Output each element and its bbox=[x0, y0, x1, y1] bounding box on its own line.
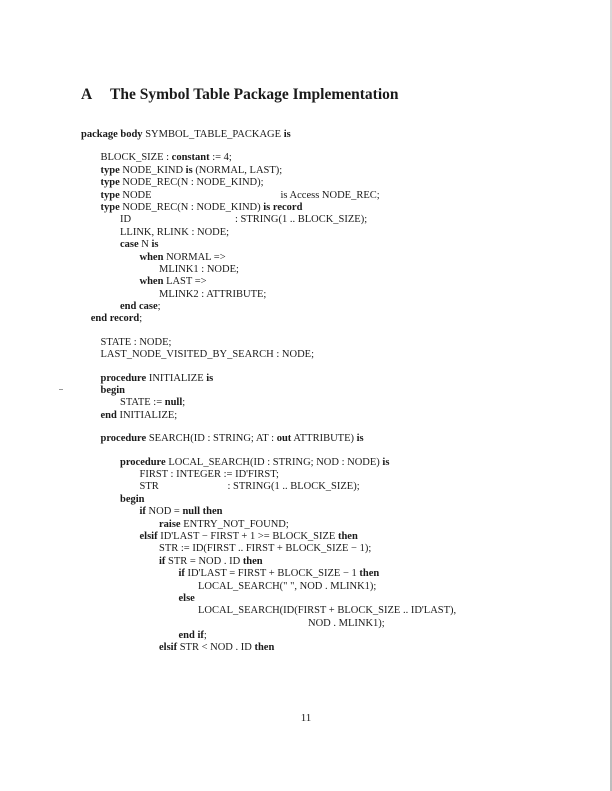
code-keyword: end if bbox=[178, 630, 204, 642]
code-text: (NORMAL, LAST); bbox=[192, 164, 283, 176]
code-text: LOCAL_SEARCH(" ", NOD . MLINK1); bbox=[198, 580, 377, 592]
code-text: LAST => bbox=[163, 276, 207, 288]
code-keyword: if bbox=[159, 555, 166, 567]
code-line bbox=[81, 593, 456, 605]
code-line bbox=[81, 397, 456, 409]
code-text: ; bbox=[139, 313, 143, 325]
code-text: ; bbox=[203, 630, 207, 642]
code-line bbox=[81, 202, 456, 214]
code-keyword: elsif bbox=[139, 530, 158, 542]
code-line bbox=[81, 177, 456, 189]
code-keyword: type bbox=[100, 164, 120, 176]
code-keyword: procedure bbox=[100, 433, 147, 445]
code-blank-line bbox=[81, 362, 456, 373]
code-text: SEARCH(ID : STRING; AT : bbox=[146, 433, 277, 445]
code-text: LAST_NODE_VISITED_BY_SEARCH : NODE; bbox=[100, 349, 314, 361]
section-letter: A bbox=[81, 86, 93, 103]
code-line bbox=[81, 457, 456, 469]
code-line bbox=[81, 410, 456, 422]
code-keyword: then bbox=[337, 530, 358, 542]
code-keyword: if bbox=[139, 506, 146, 518]
code-text: NODE_KIND bbox=[119, 164, 186, 176]
code-keyword: begin bbox=[120, 493, 145, 505]
code-text: NODE_REC(N : NODE_KIND); bbox=[119, 177, 264, 189]
code-line bbox=[81, 630, 456, 642]
code-text: LLINK, RLINK : NODE; bbox=[120, 226, 230, 238]
code-keyword: else bbox=[178, 592, 195, 604]
code-text: STR bbox=[139, 481, 159, 493]
code-line bbox=[81, 165, 456, 177]
code-line bbox=[81, 618, 456, 630]
code-keyword: is bbox=[283, 129, 291, 140]
code-line bbox=[81, 190, 456, 202]
code-text: ID'LAST − FIRST + 1 >= BLOCK_SIZE bbox=[157, 530, 338, 542]
code-text: FIRST : INTEGER := ID'FIRST; bbox=[139, 468, 279, 480]
code-line bbox=[81, 313, 456, 325]
code-line bbox=[81, 129, 456, 141]
code-text: INITIALIZE; bbox=[116, 409, 178, 421]
code-text: STR = NOD . ID bbox=[165, 555, 243, 567]
code-blank-line bbox=[81, 326, 456, 337]
code-line bbox=[81, 531, 456, 543]
code-line bbox=[81, 568, 456, 580]
code-keyword: out bbox=[276, 433, 292, 445]
code-text: INITIALIZE bbox=[146, 372, 207, 384]
code-line bbox=[81, 349, 456, 361]
code-line bbox=[81, 337, 456, 349]
code-line bbox=[81, 506, 456, 518]
code-text: LOCAL_SEARCH(ID : STRING; NOD : NODE) bbox=[165, 456, 383, 468]
code-keyword: when bbox=[139, 251, 164, 263]
scan-artifact-mark bbox=[59, 389, 63, 390]
code-line bbox=[81, 252, 456, 264]
code-keyword: null bbox=[164, 397, 183, 409]
code-text: BLOCK_SIZE : bbox=[100, 152, 172, 164]
code-line bbox=[81, 519, 456, 531]
section-heading bbox=[81, 86, 399, 104]
code-keyword: end record bbox=[90, 313, 140, 325]
code-text: MLINK2 : ATTRIBUTE; bbox=[159, 288, 267, 300]
code-text: NOD . MLINK1); bbox=[308, 617, 385, 629]
code-keyword: begin bbox=[100, 385, 126, 397]
code-keyword: then bbox=[242, 555, 263, 567]
code-keyword: end bbox=[100, 409, 117, 421]
code-text: STATE : NODE; bbox=[100, 336, 172, 348]
code-keyword: raise bbox=[159, 518, 181, 530]
code-line bbox=[81, 385, 456, 397]
code-text: N bbox=[138, 239, 152, 251]
code-keyword: end case bbox=[120, 301, 158, 313]
code-line bbox=[81, 276, 456, 288]
code-line bbox=[81, 543, 456, 555]
code-text: ID'LAST = FIRST + BLOCK_SIZE − 1 bbox=[184, 568, 360, 580]
code-keyword: case bbox=[120, 239, 139, 251]
code-line bbox=[81, 264, 456, 276]
code-text: ID bbox=[120, 214, 132, 226]
code-keyword: is record bbox=[263, 201, 303, 213]
code-blank-line bbox=[81, 446, 456, 457]
code-keyword: then bbox=[254, 642, 275, 654]
code-keyword: procedure bbox=[120, 456, 166, 468]
code-keyword: type bbox=[100, 201, 120, 213]
code-keyword: procedure bbox=[100, 372, 147, 384]
code-line bbox=[81, 227, 456, 239]
code-line bbox=[81, 239, 456, 251]
code-keyword: if bbox=[178, 568, 185, 580]
code-text: NOD = bbox=[145, 506, 183, 518]
code-text: := 4; bbox=[209, 152, 232, 164]
code-line bbox=[81, 642, 456, 654]
code-keyword: is bbox=[356, 433, 364, 445]
code-line bbox=[81, 556, 456, 568]
code-line bbox=[81, 433, 456, 445]
code-text: SYMBOL_TABLE_PACKAGE bbox=[142, 129, 284, 140]
code-keyword: null then bbox=[182, 506, 223, 518]
code-keyword: elsif bbox=[159, 642, 178, 654]
code-line bbox=[81, 494, 456, 506]
code-text: ENTRY_NOT_FOUND; bbox=[180, 518, 289, 530]
code-keyword: is bbox=[185, 164, 193, 176]
code-keyword: then bbox=[359, 568, 380, 580]
code-line bbox=[81, 152, 456, 164]
code-text: NORMAL => bbox=[163, 251, 226, 263]
code-text: ; bbox=[182, 397, 186, 409]
code-line bbox=[81, 373, 456, 385]
code-keyword: is bbox=[151, 239, 159, 251]
code-line bbox=[81, 469, 456, 481]
code-keyword: when bbox=[139, 276, 164, 288]
code-line bbox=[81, 581, 456, 593]
code-line bbox=[81, 289, 456, 301]
code-text: NODE bbox=[119, 189, 152, 201]
code-keyword: package body bbox=[81, 129, 143, 140]
code-text: LOCAL_SEARCH(ID(FIRST + BLOCK_SIZE .. ID'LAST), bbox=[198, 605, 457, 617]
code-text: : STRING(1 .. BLOCK_SIZE); bbox=[227, 481, 360, 493]
code-text: ; bbox=[157, 301, 161, 313]
code-text: STR := ID(FIRST .. FIRST + BLOCK_SIZE − 1); bbox=[159, 543, 372, 555]
code-text: ATTRIBUTE) bbox=[291, 433, 357, 445]
code-line bbox=[81, 605, 456, 617]
code-keyword: is bbox=[382, 456, 390, 468]
code-line bbox=[81, 481, 456, 493]
code-line bbox=[81, 301, 456, 313]
code-text: is Access NODE_REC; bbox=[280, 189, 380, 201]
code-text: STATE := bbox=[120, 397, 165, 409]
code-keyword: type bbox=[100, 189, 120, 201]
code-text: MLINK1 : NODE; bbox=[159, 263, 239, 275]
code-listing bbox=[81, 129, 456, 655]
code-line bbox=[81, 214, 456, 226]
code-text: NODE_REC(N : NODE_KIND) bbox=[119, 201, 264, 213]
code-keyword: constant bbox=[171, 152, 210, 164]
code-keyword: type bbox=[100, 177, 120, 189]
code-keyword: is bbox=[206, 372, 214, 384]
code-blank-line bbox=[81, 422, 456, 433]
code-text: : STRING(1 .. BLOCK_SIZE); bbox=[235, 214, 368, 226]
section-title-text: The Symbol Table Package Implementation bbox=[110, 86, 399, 103]
code-text: STR < NOD . ID bbox=[177, 642, 255, 654]
code-blank-line bbox=[81, 141, 456, 152]
page-number: 11 bbox=[300, 712, 312, 724]
